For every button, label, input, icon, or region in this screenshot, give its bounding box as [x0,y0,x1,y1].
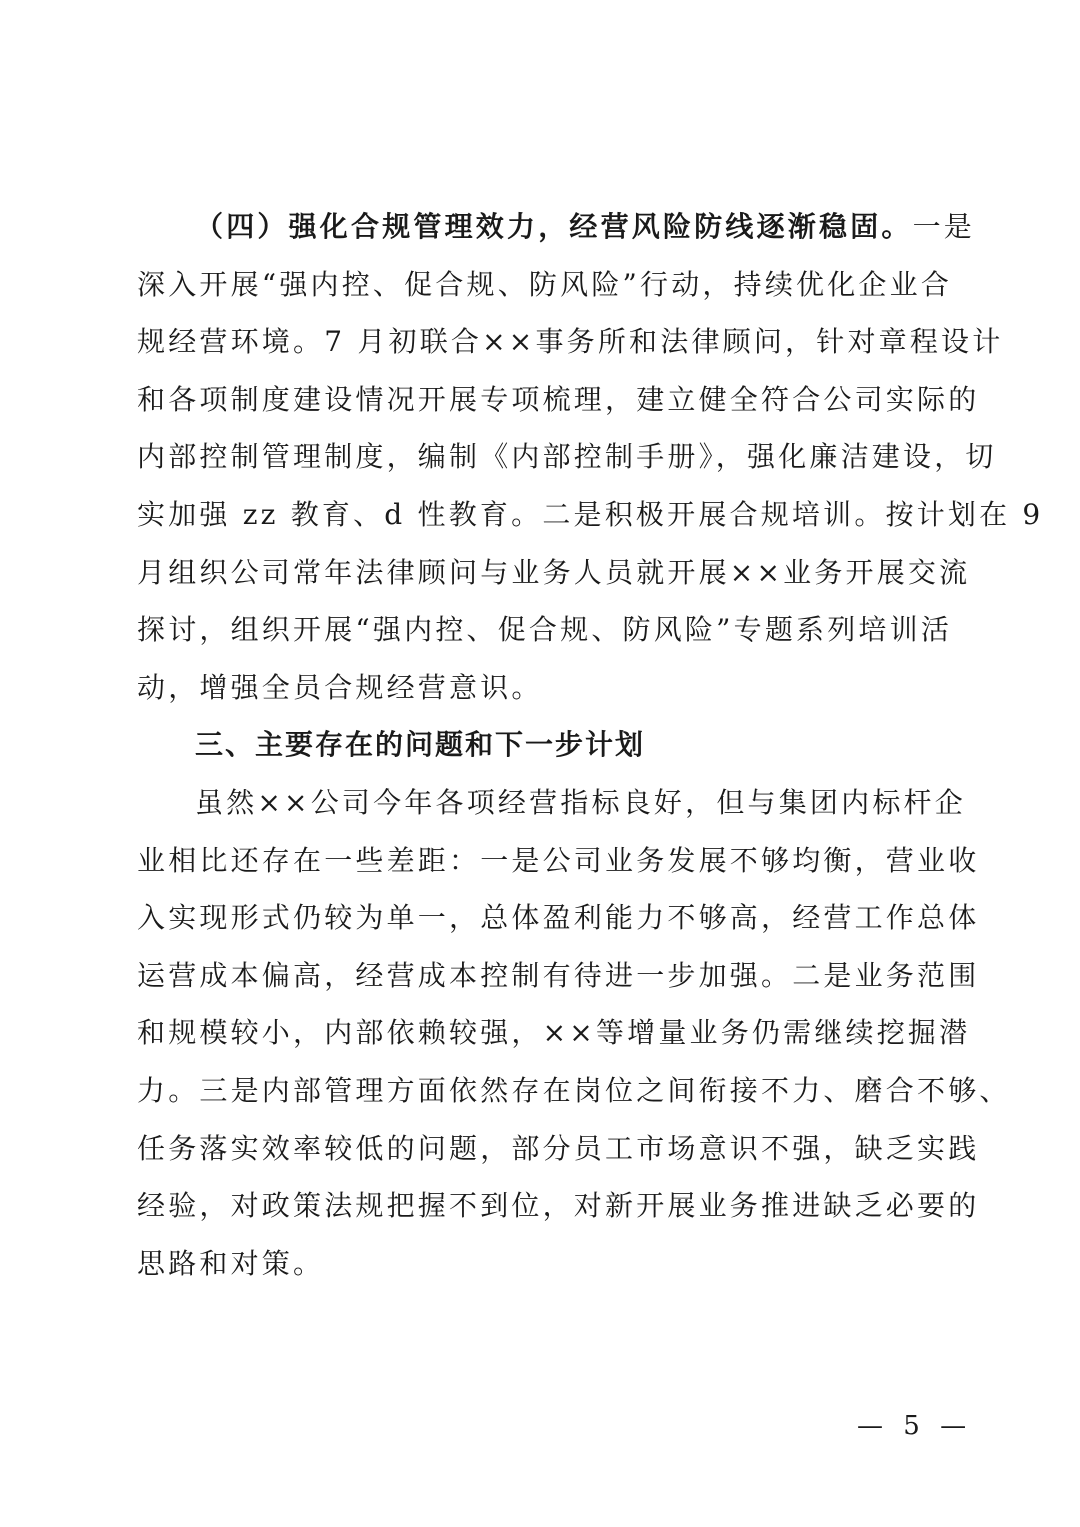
paragraph-line: 内部控制管理制度，编制《内部控制手册》，强化廉洁建设，切 [137,440,997,474]
paragraph-line: 任务落实效率较低的问题，部分员工市场意识不强，缺乏实践 [137,1131,980,1165]
page-number: — 5 — [857,1411,973,1441]
paragraph-line: 力。三是内部管理方面依然存在岗位之间衔接不力、磨合不够、 [137,1073,1011,1107]
paragraph-line: 探讨，组织开展“强内控、促合规、防风险”专题系列培训活 [137,613,953,647]
paragraph-line: 实加强 zz 教育、d 性教育。二是积极开展合规培训。按计划在 9 [137,497,1044,531]
paragraph-line: 入实现形式仍较为单一，总体盈利能力不够高，经营工作总体 [137,901,980,935]
paragraph-line: 运营成本偏高，经营成本控制有待进一步加强。二是业务范围 [137,958,980,992]
paragraph-line: 经验，对政策法规把握不到位，对新开展业务推进缺乏必要的 [137,1189,980,1223]
paragraph-line: 虽然××公司今年各项经营指标良好，但与集团内标杆企 [195,785,966,819]
document-body [137,198,1044,1292]
paragraph-line: 深入开展“强内控、促合规、防风险”行动，持续优化企业合 [137,267,953,301]
section-4-first-line [137,198,976,256]
section-4-title: （四）强化合规管理效力，经营风险防线逐渐稳固。 [195,210,913,243]
paragraph-line: 和各项制度建设情况开展专项梳理，建立健全符合公司实际的 [137,382,980,416]
paragraph-line: 思路和对策。 [137,1246,325,1280]
paragraph-line: 动，增强全员合规经营意识。 [137,670,543,704]
paragraph-line: 规经营环境。7 月初联合××事务所和法律顾问，针对章程设计 [137,325,1004,359]
paragraph-line: 和规模较小，内部依赖较强，××等增量业务仍需继续挖掘潜 [137,1016,971,1050]
paragraph-line: 业相比还存在一些差距：一是公司业务发展不够均衡，营业收 [137,843,980,877]
paragraph-text: 一是 [912,210,976,243]
paragraph-line: 月组织公司常年法律顾问与业务人员就开展××业务开展交流 [137,555,971,589]
section-3-heading: 三、主要存在的问题和下一步计划 [195,728,646,762]
